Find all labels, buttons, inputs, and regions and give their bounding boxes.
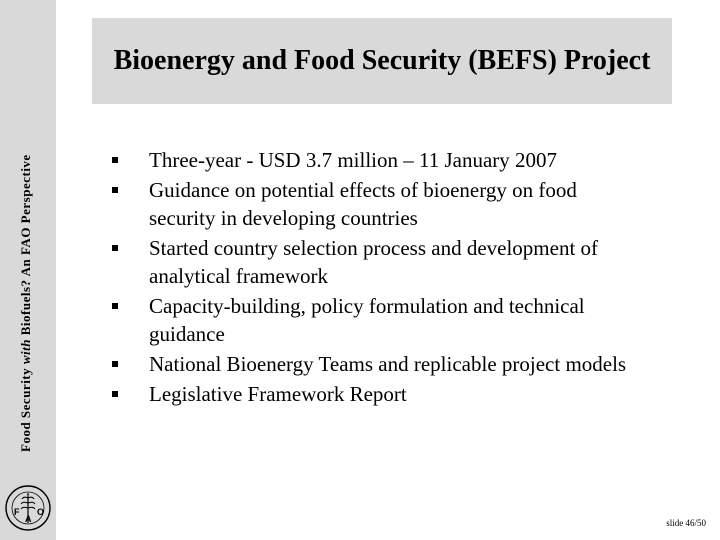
list-item [112, 380, 632, 408]
slide-number: slide 46/50 [666, 518, 706, 528]
bullet-square-icon [112, 187, 118, 193]
bullet-square-icon [112, 303, 118, 309]
list-item [112, 292, 632, 348]
bullet-text: Capacity-building, policy formulation and technical guidance [149, 294, 585, 346]
bullet-text: Legislative Framework Report [149, 382, 407, 406]
svg-text:F: F [14, 507, 20, 517]
caption-part-2: Biofuels? An FAO Perspective [18, 154, 33, 339]
slide-title: Bioenergy and Food Security (BEFS) Project [113, 45, 651, 76]
bullet-text: National Bioenergy Teams and replicable project models [149, 352, 627, 376]
bullet-square-icon [112, 245, 118, 251]
list-item [112, 176, 632, 232]
bullet-text: Started country selection process and development of analytical framework [149, 236, 599, 288]
title-box [92, 18, 672, 104]
sidebar-caption [18, 154, 34, 452]
bullet-list [112, 146, 632, 410]
caption-part-1: Food Security [18, 364, 33, 452]
bullet-square-icon [112, 391, 118, 397]
bullet-square-icon [112, 157, 118, 163]
list-item [112, 350, 632, 378]
bullet-square-icon [112, 361, 118, 367]
left-sidebar [0, 0, 56, 540]
fao-logo-icon [4, 484, 52, 532]
caption-italic-word: with [18, 338, 33, 365]
list-item [112, 234, 632, 290]
bullet-text: Guidance on potential effects of bioenergy on food security in developing countries [149, 178, 577, 230]
bullet-text: Three-year - USD 3.7 million – 11 January 2007 [149, 148, 558, 172]
svg-text:A: A [25, 514, 32, 524]
svg-text:O: O [37, 507, 45, 517]
list-item [112, 146, 632, 174]
